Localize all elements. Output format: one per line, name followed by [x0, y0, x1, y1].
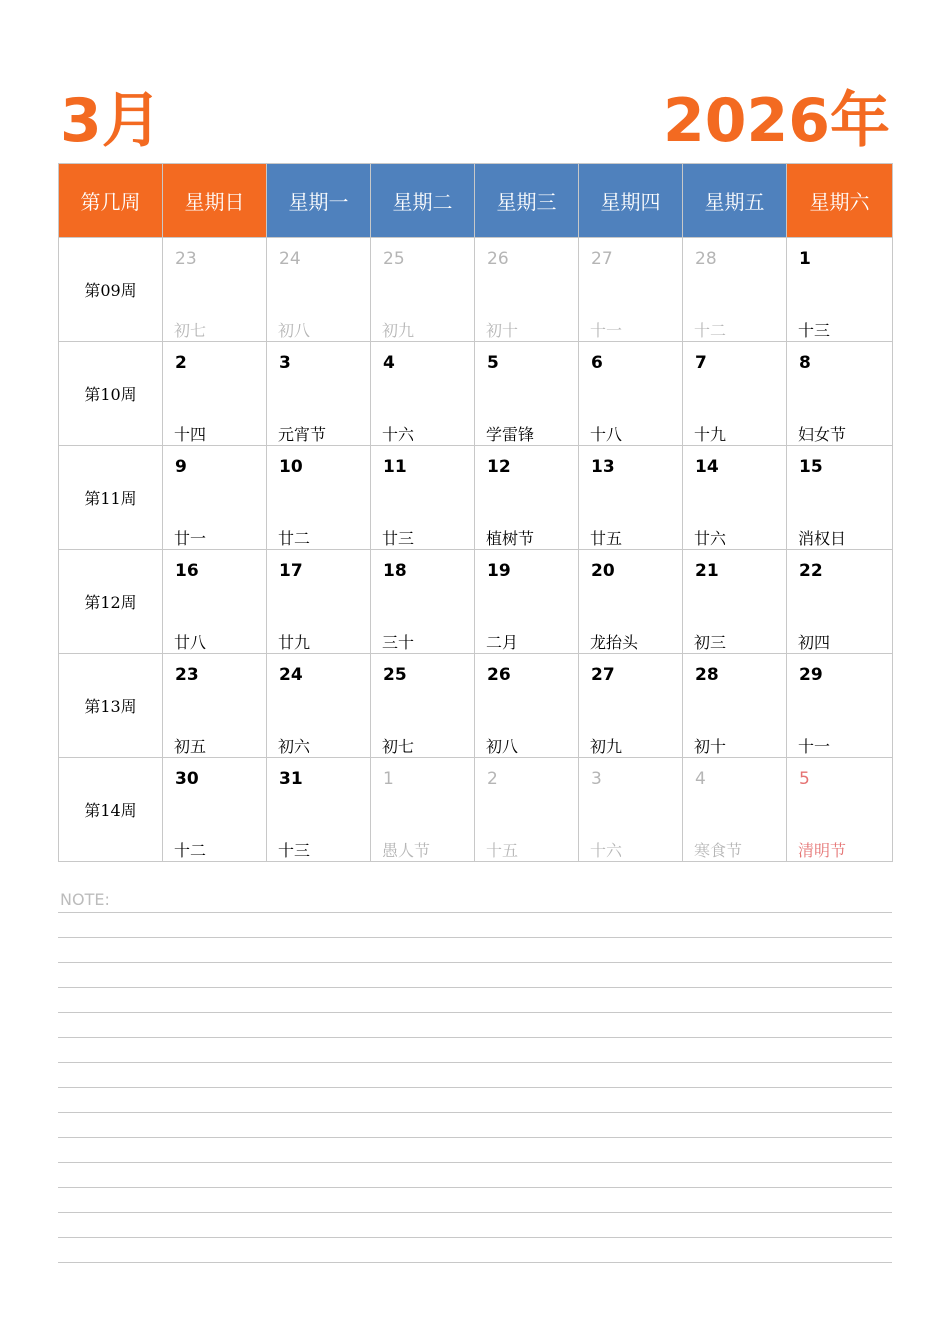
- day-cell[interactable]: [267, 550, 371, 654]
- day-cell[interactable]: [475, 758, 579, 862]
- day-number: 23: [175, 665, 199, 685]
- lunar-date: 廿三: [382, 529, 415, 548]
- day-number: 29: [799, 665, 823, 685]
- day-cell[interactable]: [371, 342, 475, 446]
- week-row: [59, 654, 893, 758]
- day-number: 27: [591, 249, 613, 269]
- day-cell[interactable]: [683, 238, 787, 342]
- lunar-date: 廿五: [590, 529, 623, 548]
- month-title: 3月: [60, 86, 162, 156]
- day-number: 13: [591, 457, 615, 477]
- day-cell[interactable]: [475, 654, 579, 758]
- note-line[interactable]: [58, 1113, 892, 1138]
- day-cell[interactable]: [787, 550, 893, 654]
- day-number: 7: [695, 353, 707, 373]
- lunar-date: 初五: [174, 737, 207, 756]
- day-cell[interactable]: [787, 342, 893, 446]
- lunar-date: 廿二: [278, 529, 311, 548]
- day-number: 23: [175, 249, 197, 269]
- note-line[interactable]: [58, 913, 892, 938]
- day-cell[interactable]: [579, 342, 683, 446]
- day-cell[interactable]: [163, 446, 267, 550]
- lunar-date: 初六: [278, 737, 311, 756]
- day-cell[interactable]: [475, 342, 579, 446]
- col-header-monday: 星期一: [267, 164, 371, 238]
- day-cell[interactable]: [683, 654, 787, 758]
- day-number: 26: [487, 249, 509, 269]
- lunar-date: 十三: [798, 321, 831, 340]
- lunar-date: 十二: [174, 841, 207, 860]
- day-number: 15: [799, 457, 823, 477]
- week-number: 第13周: [59, 654, 163, 758]
- week-number: 第11周: [59, 446, 163, 550]
- day-number: 11: [383, 457, 407, 477]
- day-cell[interactable]: [683, 342, 787, 446]
- day-cell[interactable]: [579, 446, 683, 550]
- day-cell[interactable]: [475, 550, 579, 654]
- week-row: [59, 446, 893, 550]
- col-header-week: 第几周: [59, 164, 163, 238]
- lunar-date: 初三: [694, 633, 727, 652]
- day-cell[interactable]: [683, 550, 787, 654]
- col-header-friday: 星期五: [683, 164, 787, 238]
- day-number: 2: [175, 353, 187, 373]
- day-cell[interactable]: [579, 238, 683, 342]
- day-number: 3: [591, 769, 602, 789]
- lunar-date: 三十: [382, 633, 415, 652]
- calendar-grid: [58, 163, 893, 862]
- day-cell[interactable]: [371, 446, 475, 550]
- lunar-date: 妇女节: [798, 425, 847, 444]
- col-header-sunday: 星期日: [163, 164, 267, 238]
- day-number: 28: [695, 665, 719, 685]
- lunar-date: 消权日: [798, 529, 847, 548]
- note-line[interactable]: [58, 1013, 892, 1038]
- day-number: 31: [279, 769, 303, 789]
- day-cell[interactable]: [267, 758, 371, 862]
- day-cell[interactable]: [787, 446, 893, 550]
- day-number: 21: [695, 561, 719, 581]
- col-header-tuesday: 星期二: [371, 164, 475, 238]
- day-number: 26: [487, 665, 511, 685]
- day-number: 28: [695, 249, 717, 269]
- lunar-date: 廿八: [174, 633, 207, 652]
- day-cell[interactable]: [163, 550, 267, 654]
- note-label: NOTE:: [60, 890, 110, 909]
- day-number: 1: [799, 249, 811, 269]
- lunar-date: 十四: [174, 425, 207, 444]
- week-row: [59, 758, 893, 862]
- day-number: 18: [383, 561, 407, 581]
- col-header-saturday: 星期六: [787, 164, 893, 238]
- day-number: 4: [383, 353, 395, 373]
- lunar-date: 愚人节: [382, 841, 431, 860]
- day-number: 8: [799, 353, 811, 373]
- day-cell[interactable]: [579, 550, 683, 654]
- note-line[interactable]: [58, 1238, 892, 1263]
- week-row: [59, 238, 893, 342]
- lunar-date: 龙抬头: [590, 633, 639, 652]
- day-number: 19: [487, 561, 511, 581]
- day-cell[interactable]: [163, 654, 267, 758]
- lunar-date: 初十: [486, 321, 519, 340]
- lunar-date: 初七: [382, 737, 415, 756]
- lunar-date: 初九: [382, 321, 415, 340]
- day-number: 3: [279, 353, 291, 373]
- calendar-body: [59, 238, 893, 862]
- note-line[interactable]: [58, 1163, 892, 1188]
- day-cell[interactable]: [683, 446, 787, 550]
- lunar-date: 二月: [486, 633, 519, 652]
- day-cell[interactable]: [163, 238, 267, 342]
- lunar-date: 清明节: [798, 841, 847, 860]
- note-line[interactable]: [58, 1138, 892, 1163]
- note-line[interactable]: [58, 963, 892, 988]
- day-cell[interactable]: [787, 238, 893, 342]
- lunar-date: 初四: [798, 633, 831, 652]
- note-line[interactable]: [58, 1063, 892, 1088]
- note-line[interactable]: [58, 1088, 892, 1113]
- day-number: 24: [279, 249, 301, 269]
- note-line[interactable]: [58, 1213, 892, 1238]
- calendar-header-row: [59, 164, 893, 238]
- lunar-date: 十六: [590, 841, 623, 860]
- day-number: 10: [279, 457, 303, 477]
- day-number: 12: [487, 457, 511, 477]
- day-cell[interactable]: [371, 550, 475, 654]
- day-cell[interactable]: [787, 758, 893, 862]
- lunar-date: 植树节: [486, 529, 535, 548]
- note-line[interactable]: [58, 988, 892, 1013]
- day-number: 5: [799, 769, 810, 789]
- week-row: [59, 550, 893, 654]
- week-number: 第12周: [59, 550, 163, 654]
- lunar-date: 寒食节: [694, 841, 743, 860]
- day-number: 27: [591, 665, 615, 685]
- note-line[interactable]: [58, 1038, 892, 1063]
- day-cell[interactable]: [371, 238, 475, 342]
- day-cell[interactable]: [267, 446, 371, 550]
- day-cell[interactable]: [163, 758, 267, 862]
- lunar-date: 十八: [590, 425, 623, 444]
- lunar-date: 学雷锋: [486, 425, 535, 444]
- lunar-date: 初八: [486, 737, 519, 756]
- day-number: 17: [279, 561, 303, 581]
- day-cell[interactable]: [579, 758, 683, 862]
- lunar-date: 廿九: [278, 633, 311, 652]
- day-cell[interactable]: [163, 342, 267, 446]
- day-cell[interactable]: [371, 758, 475, 862]
- day-number: 16: [175, 561, 199, 581]
- day-number: 14: [695, 457, 719, 477]
- year-title: 2026年: [663, 86, 890, 156]
- day-number: 24: [279, 665, 303, 685]
- day-number: 5: [487, 353, 499, 373]
- lunar-date: 廿六: [694, 529, 727, 548]
- day-number: 2: [487, 769, 498, 789]
- day-cell[interactable]: [267, 654, 371, 758]
- lunar-date: 十一: [590, 321, 623, 340]
- day-cell[interactable]: [267, 238, 371, 342]
- day-number: 20: [591, 561, 615, 581]
- day-number: 1: [383, 769, 394, 789]
- day-cell[interactable]: [475, 446, 579, 550]
- lunar-date: 十九: [694, 425, 727, 444]
- lunar-date: 初十: [694, 737, 727, 756]
- note-lines: [58, 912, 892, 1263]
- day-cell[interactable]: [267, 342, 371, 446]
- day-cell[interactable]: [475, 238, 579, 342]
- lunar-date: 初八: [278, 321, 311, 340]
- day-cell[interactable]: [579, 654, 683, 758]
- lunar-date: 元宵节: [278, 425, 327, 444]
- lunar-date: 初七: [174, 321, 207, 340]
- col-header-thursday: 星期四: [579, 164, 683, 238]
- day-number: 22: [799, 561, 823, 581]
- lunar-date: 十二: [694, 321, 727, 340]
- day-cell[interactable]: [787, 654, 893, 758]
- day-number: 4: [695, 769, 706, 789]
- day-cell[interactable]: [371, 654, 475, 758]
- day-number: 25: [383, 249, 405, 269]
- week-number: 第14周: [59, 758, 163, 862]
- day-number: 30: [175, 769, 199, 789]
- day-number: 9: [175, 457, 187, 477]
- col-header-wednesday: 星期三: [475, 164, 579, 238]
- note-line[interactable]: [58, 1188, 892, 1213]
- lunar-date: 十一: [798, 737, 831, 756]
- lunar-date: 廿一: [174, 529, 207, 548]
- week-number: 第09周: [59, 238, 163, 342]
- note-line[interactable]: [58, 938, 892, 963]
- day-number: 6: [591, 353, 603, 373]
- lunar-date: 十六: [382, 425, 415, 444]
- lunar-date: 十五: [486, 841, 519, 860]
- lunar-date: 初九: [590, 737, 623, 756]
- week-number: 第10周: [59, 342, 163, 446]
- day-cell[interactable]: [683, 758, 787, 862]
- week-row: [59, 342, 893, 446]
- lunar-date: 十三: [278, 841, 311, 860]
- day-number: 25: [383, 665, 407, 685]
